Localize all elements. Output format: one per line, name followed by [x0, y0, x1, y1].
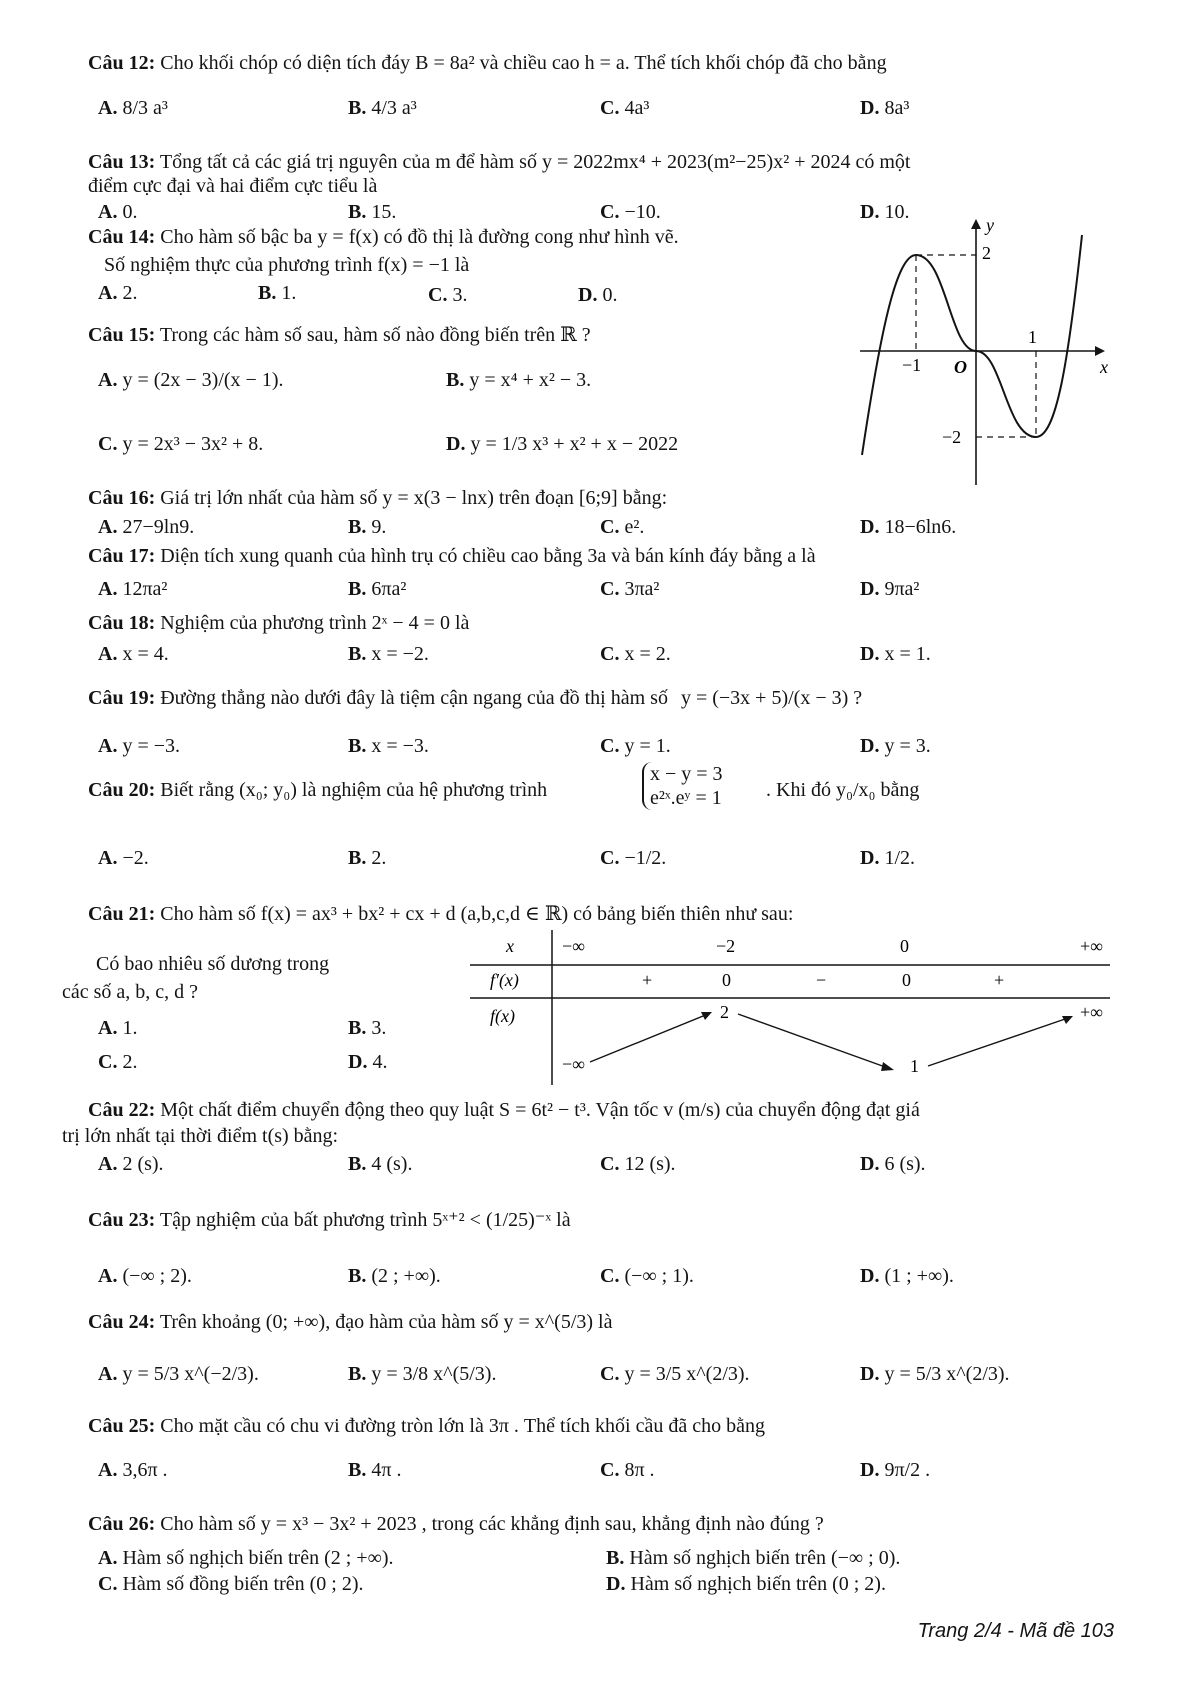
option-c[interactable]: C. 12 (s). — [600, 1153, 676, 1175]
question-22-line-2: trị lớn nhất tại thời điểm t(s) bằng: — [62, 1125, 339, 1147]
f-value: −∞ — [562, 1054, 585, 1074]
question-text: Đường thẳng nào dưới đây là tiệm cận ngang của đồ thị hàm số — [160, 687, 668, 709]
question-text: Tổng tất cả các giá trị nguyên của m để hàm số y = 2022mx⁴ + 2023(m²−25)x² + 2024 có một — [159, 151, 911, 173]
y-axis-label: y — [986, 215, 994, 235]
question-text: Nghiệm của phương trình 2ˣ − 4 = 0 là — [160, 612, 470, 634]
option-b[interactable]: B. Hàm số nghịch biến trên (−∞ ; 0). — [606, 1547, 901, 1569]
option-a[interactable]: A. y = (2x − 3)/(x − 1). — [98, 369, 284, 391]
option-d[interactable]: D. y = 5/3 x^(2/3). — [860, 1363, 1010, 1385]
question-text: Cho hàm số y = x³ − 3x² + 2023 , trong các khẳng định sau, khẳng định nào đúng ? — [160, 1513, 824, 1535]
option-d[interactable]: D. 8a³ — [860, 97, 910, 119]
option-d[interactable]: D. 0. — [578, 284, 618, 306]
question-label: Câu 14: — [88, 226, 156, 248]
system-eq-2: e²ˣ.eʸ = 1 — [650, 787, 722, 809]
option-d[interactable]: D. y = 1/3 x³ + x² + x − 2022 — [446, 433, 679, 455]
question-14 — [88, 225, 679, 249]
question-label: Câu 20: — [88, 779, 156, 801]
option-d[interactable]: D. (1 ; +∞). — [860, 1265, 954, 1287]
question-26 — [88, 1512, 824, 1536]
option-a[interactable]: A. (−∞ ; 2). — [98, 1265, 192, 1287]
origin-label: O — [954, 357, 967, 377]
option-c[interactable]: C. x = 2. — [600, 643, 671, 665]
question-formula: y = (−3x + 5)/(x − 3) ? — [680, 687, 863, 709]
option-c[interactable]: C. 3. — [428, 284, 468, 306]
question-20-tail: . Khi đó y₀/x₀ bằng — [766, 779, 920, 801]
question-label: Câu 15: — [88, 324, 156, 346]
question-text: Cho hàm số f(x) = ax³ + bx² + cx + d (a,b,c,d ∈ ℝ) có bảng biến thiên như sau: — [160, 903, 794, 925]
row-label-fprime: f′(x) — [490, 970, 519, 990]
option-d[interactable]: D. Hàm số nghịch biến trên (0 ; 2). — [606, 1573, 886, 1595]
sign: 0 — [722, 970, 731, 990]
x-left-label: −1 — [902, 355, 922, 375]
sign: + — [994, 970, 1005, 990]
option-c[interactable]: C. 4a³ — [600, 97, 650, 119]
x-value: −∞ — [562, 936, 585, 956]
option-b[interactable]: B. x = −3. — [348, 735, 429, 757]
question-label: Câu 16: — [88, 487, 156, 509]
sign: − — [816, 970, 827, 990]
row-label-f: f(x) — [490, 1006, 515, 1026]
option-d[interactable]: D. x = 1. — [860, 643, 931, 665]
option-b[interactable]: B. 3. — [348, 1017, 387, 1039]
question-label: Câu 21: — [88, 903, 156, 925]
question-text: Trong các hàm số sau, hàm số nào đồng biến trên ℝ ? — [159, 324, 591, 346]
option-d[interactable]: D. 9πa² — [860, 578, 920, 600]
y-max-label: 2 — [982, 243, 991, 263]
question-label: Câu 13: — [88, 151, 156, 173]
question-text: Giá trị lớn nhất của hàm số y = x(3 − lnx) trên đoạn [6;9] bằng: — [160, 487, 668, 509]
option-b[interactable]: B. 2. — [348, 847, 387, 869]
variation-table — [470, 930, 1110, 1085]
question-13-line-2: điểm cực đại và hai điểm cực tiểu là — [88, 175, 378, 197]
question-15 — [88, 323, 591, 347]
option-c[interactable]: C. e². — [600, 516, 645, 538]
sign: + — [642, 970, 653, 990]
question-21-line-3: các số a, b, c, d ? — [62, 981, 199, 1003]
question-text: Tập nghiệm của bất phương trình 5ˣ⁺² < (1/25)⁻ˣ là — [159, 1209, 571, 1231]
question-21 — [88, 902, 793, 926]
page-footer: Trang 2/4 - Mã đề 103 — [917, 1620, 1114, 1642]
option-a[interactable]: A. 1. — [98, 1017, 138, 1039]
option-c[interactable]: C. 8π . — [600, 1459, 655, 1481]
question-24 — [88, 1310, 612, 1334]
option-c[interactable]: C. −10. — [600, 201, 661, 223]
option-a[interactable]: A. 8/3 a³ — [98, 97, 168, 119]
question-label: Câu 18: — [88, 612, 156, 634]
option-b[interactable]: B. 4/3 a³ — [348, 97, 417, 119]
option-a[interactable]: A. 3,6π . — [98, 1459, 168, 1481]
option-b[interactable]: B. (2 ; +∞). — [348, 1265, 441, 1287]
f-value: 1 — [910, 1056, 919, 1076]
question-text: Cho khối chóp có diện tích đáy B = 8a² và chiều cao h = a. Thể tích khối chóp đã cho bằng — [160, 52, 887, 74]
option-a[interactable]: A. 2 (s). — [98, 1153, 164, 1175]
option-a[interactable]: A. 27−9ln9. — [98, 516, 195, 538]
option-d[interactable]: D. 4. — [348, 1051, 388, 1073]
option-c[interactable]: C. y = 2x³ − 3x² + 8. — [98, 433, 264, 455]
option-d[interactable]: D. 1/2. — [860, 847, 916, 869]
option-b[interactable]: B. 9. — [348, 516, 387, 538]
option-c[interactable]: C. y = 1. — [600, 735, 671, 757]
sign: 0 — [902, 970, 911, 990]
cubic-graph — [860, 215, 1120, 490]
option-a[interactable]: A. x = 4. — [98, 643, 169, 665]
option-b[interactable]: B. 4π . — [348, 1459, 402, 1481]
question-text: Trên khoảng (0; +∞), đạo hàm của hàm số y = x^(5/3) là — [159, 1311, 613, 1333]
option-c[interactable]: C. Hàm số đồng biến trên (0 ; 2). — [98, 1573, 364, 1595]
option-d[interactable]: D. 18−6ln6. — [860, 516, 957, 538]
option-a[interactable]: A. −2. — [98, 847, 149, 869]
option-d[interactable]: D. y = 3. — [860, 735, 931, 757]
option-b[interactable]: B. y = x⁴ + x² − 3. — [446, 369, 592, 391]
question-label: Câu 24: — [88, 1311, 156, 1333]
question-25 — [88, 1414, 765, 1438]
option-a[interactable]: A. 2. — [98, 282, 138, 304]
option-d[interactable]: D. 6 (s). — [860, 1153, 926, 1175]
question-18 — [88, 611, 469, 635]
option-c[interactable]: C. y = 3/5 x^(2/3). — [600, 1363, 750, 1385]
y-min-label: −2 — [942, 427, 962, 447]
option-b[interactable]: B. 6πa² — [348, 578, 407, 600]
option-d[interactable]: D. 10. — [860, 201, 910, 223]
question-21-line-2: Có bao nhiêu số dương trong — [96, 953, 330, 975]
question-12 — [88, 51, 887, 75]
cubic-curve — [862, 235, 1082, 455]
question-16 — [88, 486, 667, 510]
option-a[interactable]: A. 12πa² — [98, 578, 168, 600]
question-text: Cho mặt cầu có chu vi đường tròn lớn là 3π . Thể tích khối cầu đã cho bằng — [160, 1415, 765, 1437]
question-label: Câu 25: — [88, 1415, 156, 1437]
x-value: −2 — [716, 936, 736, 956]
f-value: +∞ — [1080, 1002, 1103, 1022]
x-value: +∞ — [1080, 936, 1103, 956]
equation-system — [642, 762, 723, 810]
question-19 — [88, 686, 862, 710]
x-axis-arrow — [1095, 346, 1105, 356]
x-right-label: 1 — [1028, 327, 1037, 347]
option-b[interactable]: B. x = −2. — [348, 643, 429, 665]
question-text: Cho hàm số bậc ba y = f(x) có đồ thị là đường cong như hình vẽ. — [160, 226, 679, 248]
question-22 — [88, 1098, 920, 1122]
question-label: Câu 19: — [88, 687, 156, 709]
question-text: Diện tích xung quanh của hình trụ có chiều cao bằng 3a và bán kính đáy bằng a là — [160, 545, 816, 567]
option-c[interactable]: C. 2. — [98, 1051, 138, 1073]
question-14-line-2: Số nghiệm thực của phương trình f(x) = −1 là — [104, 254, 470, 276]
question-13 — [88, 150, 910, 174]
question-text: Một chất điểm chuyển động theo quy luật S = 6t² − t³. Vận tốc v (m/s) của chuyển động đạt giá — [160, 1099, 920, 1121]
question-23 — [88, 1208, 571, 1232]
question-label: Câu 12: — [88, 52, 156, 74]
option-c[interactable]: C. −1/2. — [600, 847, 667, 869]
f-value: 2 — [720, 1002, 729, 1022]
option-a[interactable]: A. Hàm số nghịch biến trên (2 ; +∞). — [98, 1547, 394, 1569]
question-label: Câu 26: — [88, 1513, 156, 1535]
option-d[interactable]: D. 9π/2 . — [860, 1459, 931, 1481]
option-c[interactable]: C. (−∞ ; 1). — [600, 1265, 694, 1287]
question-label: Câu 17: — [88, 545, 156, 567]
option-a[interactable]: A. 0. — [98, 201, 138, 223]
question-20 — [88, 778, 547, 802]
question-label: Câu 23: — [88, 1209, 156, 1231]
option-a[interactable]: A. y = −3. — [98, 735, 181, 757]
y-axis-arrow — [971, 219, 981, 229]
option-b[interactable]: B. 4 (s). — [348, 1153, 413, 1175]
option-b[interactable]: B. y = 3/8 x^(5/3). — [348, 1363, 497, 1385]
question-text: Biết rằng (x₀; y₀) là nghiệm của hệ phương trình — [160, 779, 548, 801]
option-b[interactable]: B. 15. — [348, 201, 397, 223]
row-label-x: x — [506, 936, 514, 956]
option-a[interactable]: A. y = 5/3 x^(−2/3). — [98, 1363, 259, 1385]
system-eq-1: x − y = 3 — [650, 763, 723, 785]
question-17 — [88, 544, 816, 568]
option-b[interactable]: B. 1. — [258, 282, 297, 304]
x-value: 0 — [900, 936, 909, 956]
x-axis-label: x — [1100, 357, 1108, 377]
option-c[interactable]: C. 3πa² — [600, 578, 660, 600]
question-label: Câu 22: — [88, 1099, 156, 1121]
